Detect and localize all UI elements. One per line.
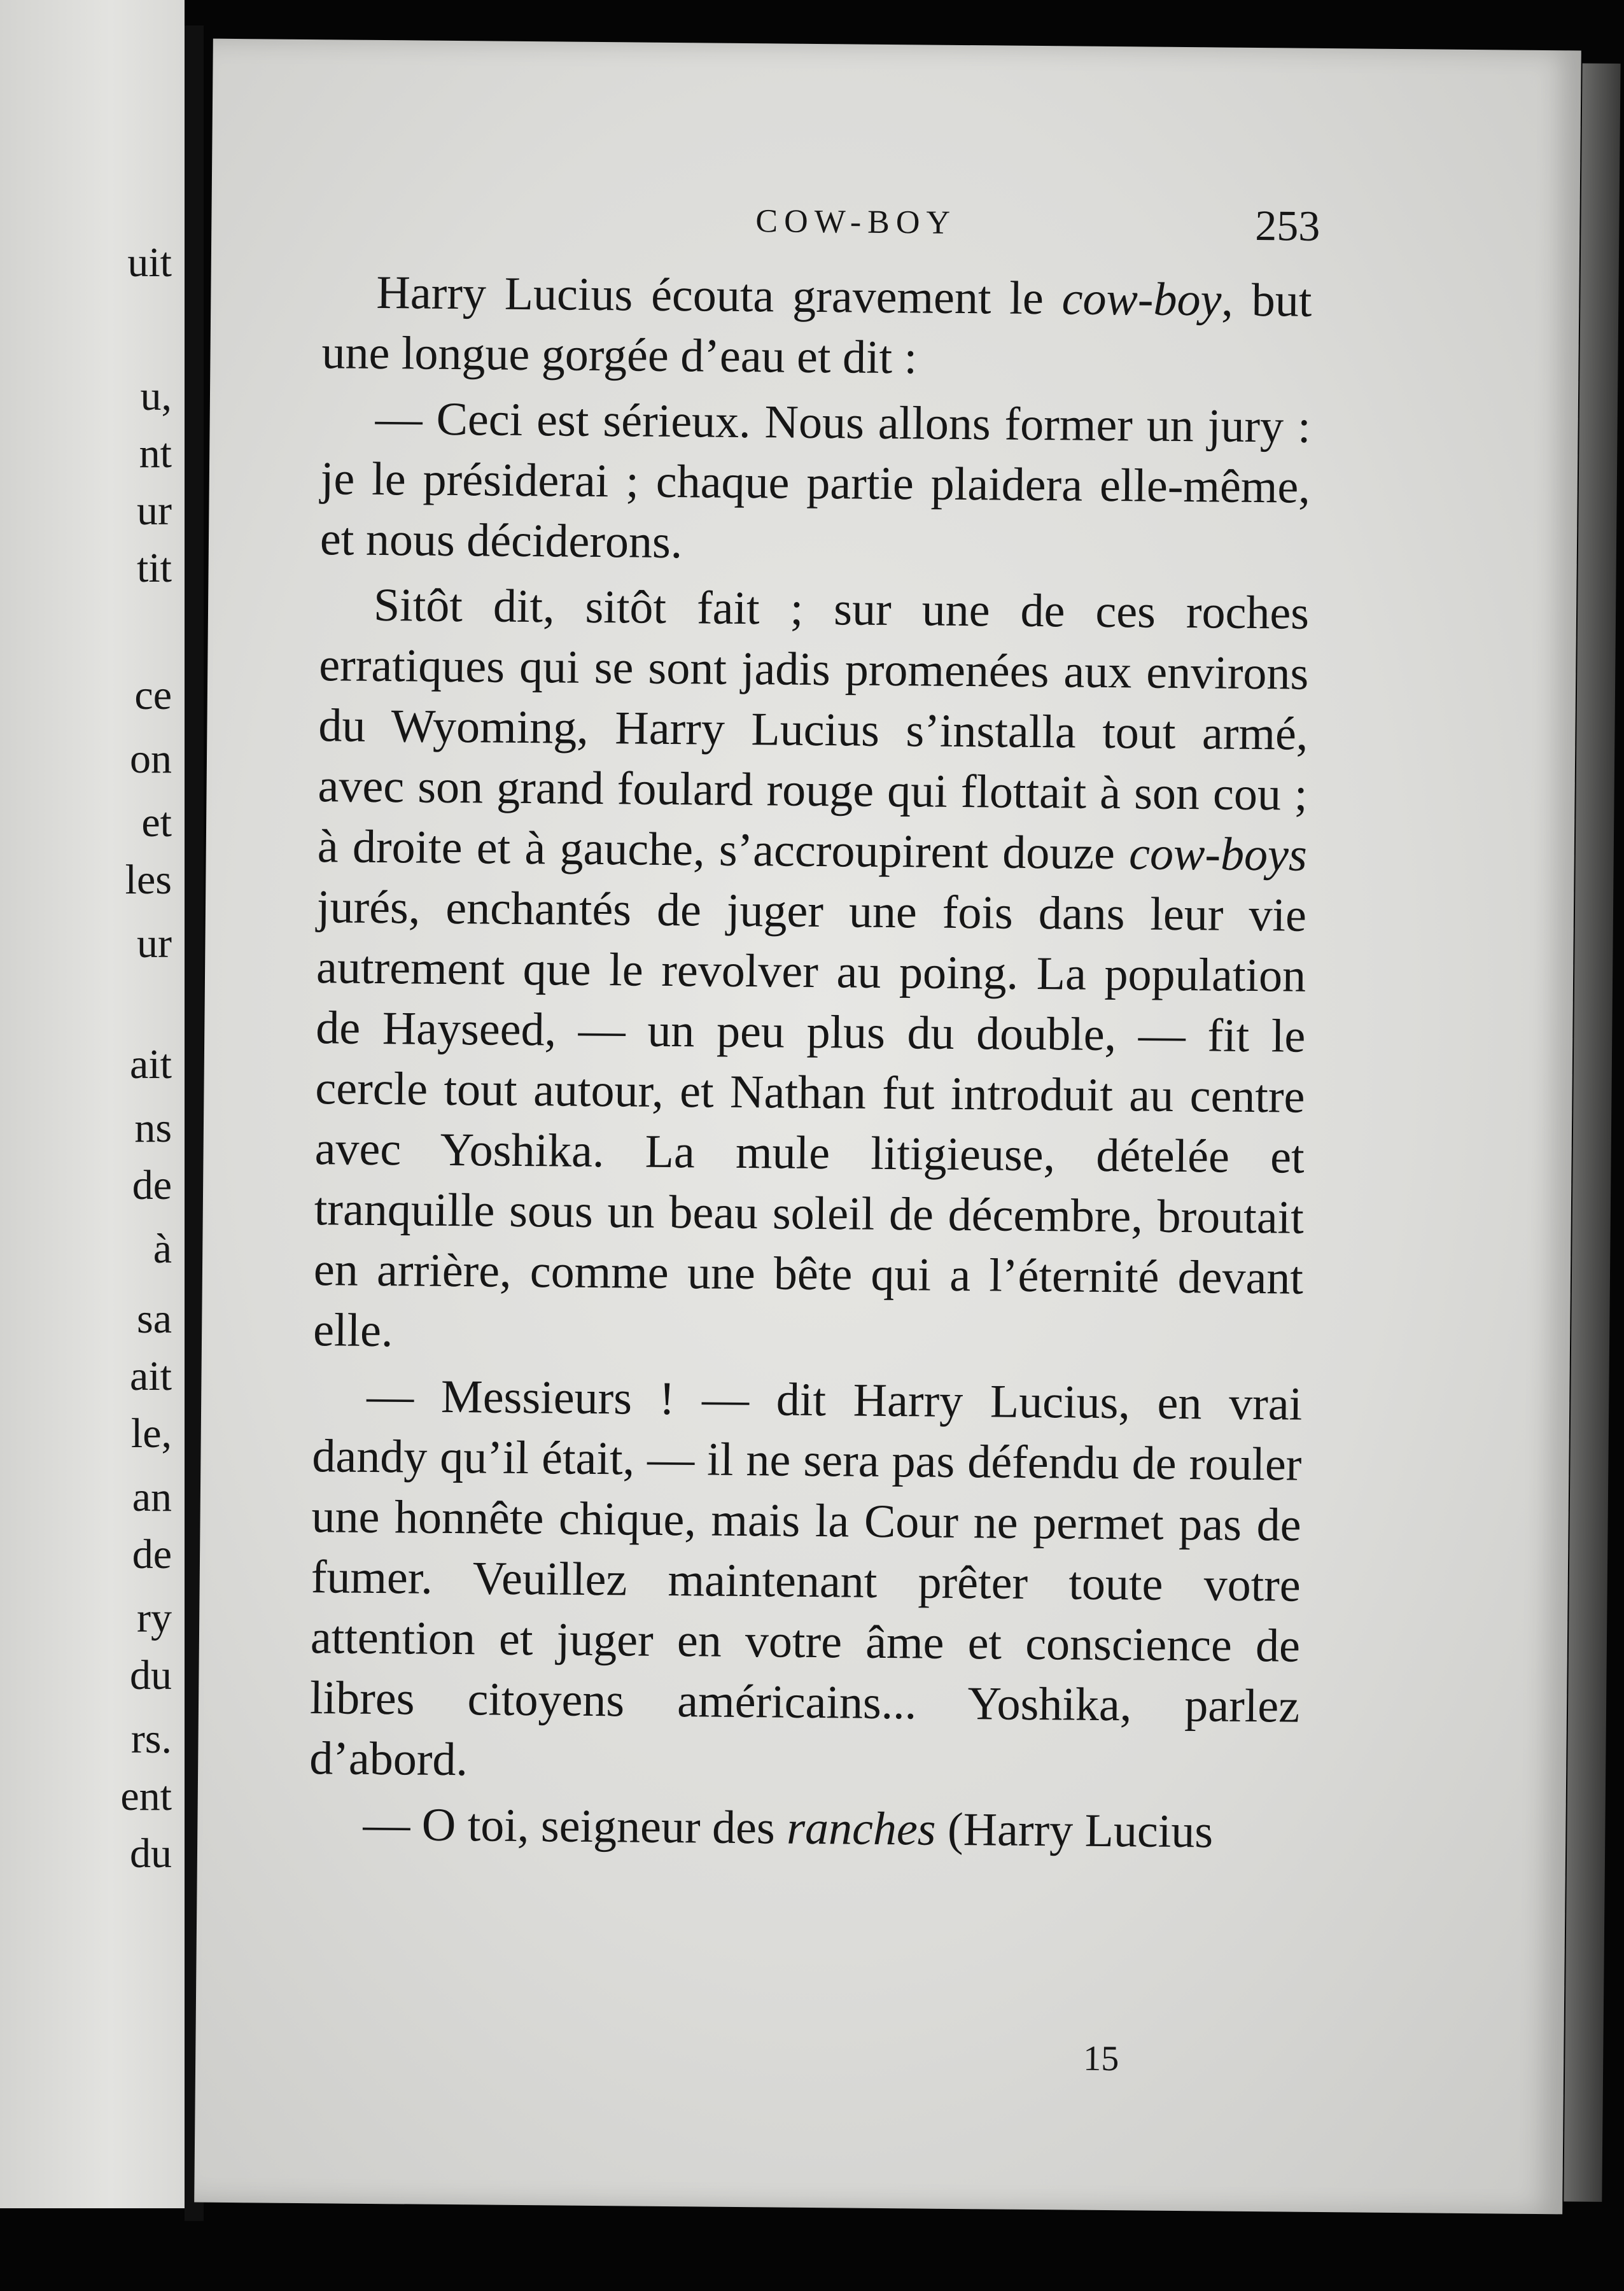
italic-text: cow-boy: [1061, 272, 1222, 326]
previous-page-line: du: [130, 1830, 172, 1877]
previous-page-line: du: [130, 1652, 172, 1699]
previous-page-line: an: [132, 1474, 172, 1520]
previous-page-line: ur: [137, 920, 172, 967]
italic-text: cow-boys: [1128, 827, 1308, 881]
previous-page: [0, 0, 185, 2208]
previous-page-line: de: [132, 1531, 172, 1578]
previous-page-line: et: [141, 799, 172, 846]
running-title: COW-BOY: [755, 203, 957, 241]
paragraph-text: , but une longue gorgée d’eau et dit :: [321, 274, 1312, 384]
paragraph: [309, 1366, 1303, 1798]
previous-page-line: les: [125, 857, 172, 903]
previous-page-line: rs.: [130, 1716, 172, 1762]
previous-page-line: ent: [120, 1773, 172, 1819]
previous-page-line: uit: [127, 239, 172, 286]
previous-page-line: on: [130, 736, 172, 782]
paragraph-text: jurés, enchantés de juger une fois dans leur vie autrement que le revolver au poing. La population de Hayseed, — un peu plus du double, — fit le cercle tout autour, et Nathan fut introduit au centre avec Yoshika. La mule litigieuse, dételée et tranquille sous un beau soleil de décembre, broutait en arrière, comme une bête qui a l’éternité devant elle.: [312, 881, 1307, 1357]
previous-page-line: ce: [134, 672, 172, 718]
page-number: 253: [1255, 200, 1320, 250]
paragraph-text: Sitôt dit, sitôt fait ; sur une de ces roches erratiques qui se sont jadis promenées aux environs du Wyoming, Harry Lucius s’installa tout armé, avec son grand foulard rouge qui flottait à son cou ; à droite et à gauche, s’accroupirent douze: [317, 578, 1310, 880]
paragraph-text: (Harry Lucius: [935, 1803, 1214, 1858]
previous-page-line: le,: [130, 1410, 172, 1457]
previous-page-line: ry: [137, 1595, 172, 1641]
paragraph-text: — O toi, seigneur des: [363, 1798, 787, 1854]
previous-page-line: ait: [130, 1041, 172, 1088]
previous-page-line: de: [132, 1162, 172, 1209]
paragraph: [309, 1794, 1299, 1863]
body-text: [309, 262, 1312, 1863]
paragraph-text: — Messieurs ! — dit Harry Lucius, en vrai dandy qu’il était, — il ne sera pas défendu de rouler une honnête chique, mais la Cour ne permet pas de fumer. Veuillez maintenant prêter toute votre attention et juger en votre âme et conscience de libres citoyens américains... Yoshika, parlez d’abord.: [309, 1370, 1303, 1786]
running-head: [211, 192, 1580, 261]
previous-page-line: à: [153, 1226, 172, 1272]
previous-page-line: ait: [130, 1353, 172, 1399]
previous-page-line: ur: [137, 487, 172, 534]
paragraph: [320, 388, 1311, 578]
italic-text: ranches: [786, 1802, 936, 1856]
paragraph-text: Harry Lucius écouta gravement le: [376, 266, 1063, 325]
previous-page-line: tit: [136, 545, 172, 591]
paragraph: [313, 575, 1310, 1370]
previous-page-line: ns: [134, 1105, 172, 1151]
paragraph-text: — Ceci est sérieux. Nous allons former un jury : je le présiderai ; chaque partie plaidera elle-même, et nous déciderons.: [319, 392, 1311, 569]
previous-page-line: sa: [137, 1296, 172, 1342]
paragraph: [321, 262, 1312, 392]
signature-mark: 15: [1082, 2038, 1119, 2079]
previous-page-line: nt: [139, 430, 172, 477]
previous-page-line: u,: [140, 373, 172, 419]
book-page: [194, 39, 1581, 2215]
page-edge: [1564, 63, 1620, 2201]
